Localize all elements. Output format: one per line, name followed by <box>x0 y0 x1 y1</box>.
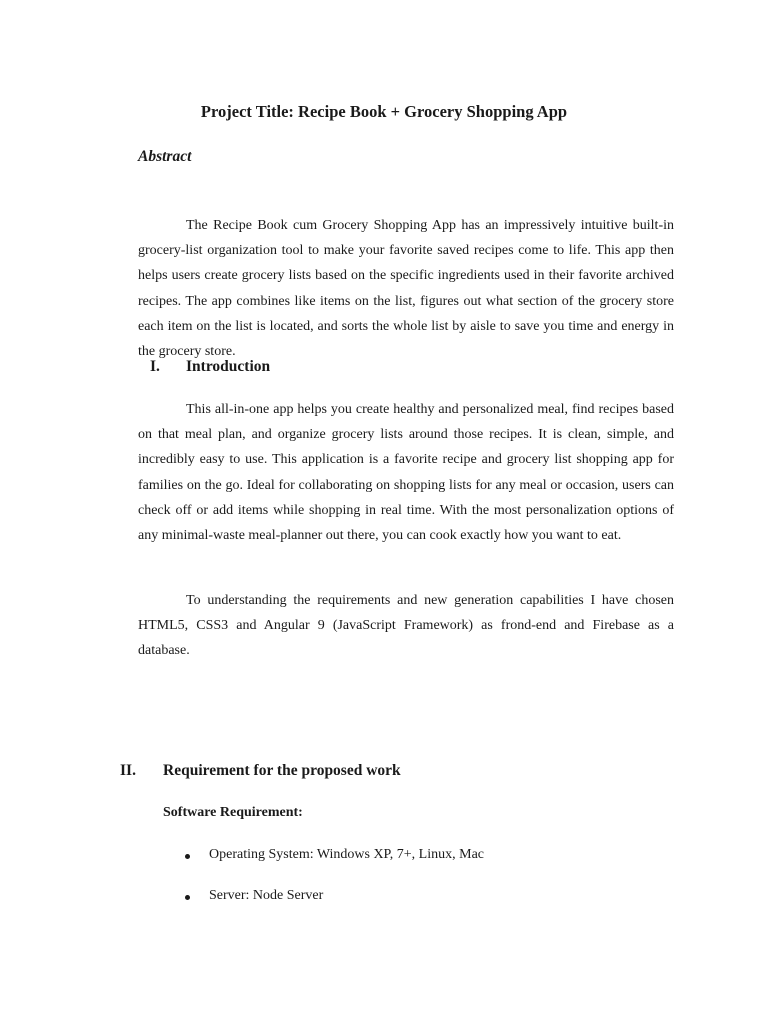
section-number: I. <box>150 358 160 375</box>
bullet-icon <box>185 854 190 859</box>
page-title: Project Title: Recipe Book + Grocery Shopping App <box>200 102 568 121</box>
section-title: Requirement for the proposed work <box>163 762 401 779</box>
abstract-heading: Abstract <box>138 148 192 165</box>
abstract-paragraph: The Recipe Book cum Grocery Shopping App has an impressively intuitive built-in grocery-list organization tool to make your favorite saved recipes come to life. This app then helps users create grocery lists based on the specific ingredients used in their favorite archived recipes. The app combines like items on the list, figures out what section of the grocery store each item on the list is located, and sorts the whole list by aisle to save you time and energy in the grocery store. <box>138 218 674 360</box>
introduction-paragraph-2: To understanding the requirements and new generation capabilities I have chosen HTML5, CSS3 and Angular 9 (JavaScript Framework) as frond-end and Firebase as a database. <box>138 593 674 659</box>
list-item-text: Operating System: Windows XP, 7+, Linux, Mac <box>209 847 485 862</box>
section-title: Introduction <box>186 358 271 375</box>
software-requirement-subheading: Software Requirement: <box>163 805 303 820</box>
section-number: II. <box>120 762 136 779</box>
introduction-paragraph-1: This all-in-one app helps you create healthy and personalized meal, find recipes based on that meal plan, and organize grocery lists around those recipes. It is clean, simple, and incredibly easy to use. This application is a favorite recipe and grocery list shopping app for families on the go. Ideal for collaborating on shopping lists for any meal or occasion, users can check off or add items while shopping in real time. With the most personalization options of any minimal-waste meal-planner out there, you can cook exactly how you want to eat. <box>138 402 674 544</box>
list-item-text: Server: Node Server <box>209 888 324 903</box>
bullet-icon <box>185 895 190 900</box>
